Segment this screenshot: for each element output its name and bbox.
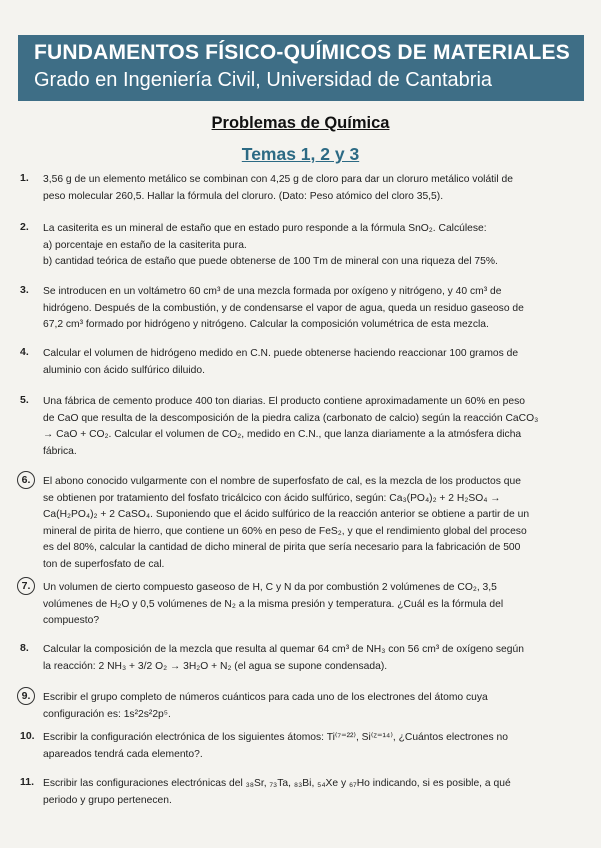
text-line: se obtienen por tratamiento del fosfato tricálcico con ácido sulfúrico, según: Ca₃(PO₄)₂ + 2 H₂SO₄ → bbox=[43, 492, 501, 504]
text-line: de CaO que resulta de la descomposición de la piedra caliza (carbonato de calcio) según la reacción CaCO₃ bbox=[43, 412, 539, 424]
problem-text bbox=[43, 690, 580, 723]
text-line: aluminio con ácido sulfúrico diluido. bbox=[43, 364, 205, 376]
document-title: Problemas de Química bbox=[211, 114, 390, 132]
text-line: Escribir la configuración electrónica de los siguientes átomos: Ti⁽⁷⁼²²⁾, Si⁽ᶻ⁼¹⁴⁾, ¿Cuántos electrones no bbox=[43, 732, 508, 743]
problem-number: 7. bbox=[17, 577, 35, 595]
text-line: es del 80%, calcular la cantidad de dicho mineral de pirita que sería necesario para la fabricación de 500 bbox=[43, 542, 521, 553]
text-line: El abono conocido vulgarmente con el nombre de superfosfato de cal, es la mezcla de los productos que bbox=[43, 476, 521, 487]
problem-text bbox=[43, 580, 580, 630]
text-line: La casiterita es un mineral de estaño que en estado puro responde a la fórmula SnO₂. Calcúlese: bbox=[43, 223, 487, 234]
text-line: la reacción: 2 NH₃ + 3/2 O₂ → 3H₂O + N₂ (el agua se supone condensada). bbox=[43, 660, 388, 672]
problem-number: 5. bbox=[20, 394, 29, 406]
text-line: 67,2 cm³ formado por hidrógeno y nitrógeno. Calcular la composición volumétrica de esta mezcla. bbox=[43, 319, 489, 330]
text-line: Se introducen en un voltámetro 60 cm³ de una mezcla formada por oxígeno y nitrógeno, y 40 cm³ de bbox=[43, 286, 502, 297]
text-line: compuesto? bbox=[43, 615, 100, 626]
text-line: fábrica. bbox=[43, 445, 77, 457]
text-line: configuración es: 1s²2s²2p⁵. bbox=[43, 708, 171, 720]
problem-text bbox=[43, 474, 580, 573]
problem-number: 4. bbox=[20, 346, 29, 358]
text-line: Calcular la composición de la mezcla que resulta al quemar 64 cm³ de NH₃ con 56 cm³ de oxígeno según bbox=[43, 644, 524, 655]
text-line: a) porcentaje en estaño de la casiterita pura. bbox=[43, 239, 247, 251]
text-line: Escribir el grupo completo de números cuánticos para cada uno de los electrones del átomo cuya bbox=[43, 692, 488, 703]
course-subtitle: Grado en Ingeniería Civil, Universidad de Cantabria bbox=[34, 69, 493, 91]
text-line: hidrógeno. Después de la combustión, y de condensarse el vapor de agua, queda un residuo gaseoso de bbox=[43, 302, 524, 314]
problem-text bbox=[43, 776, 580, 809]
course-banner bbox=[18, 35, 584, 101]
text-line: 3,56 g de un elemento metálico se combinan con 4,25 g de cloro para dar un cloruro metálico volátil de bbox=[43, 174, 513, 185]
problem-text bbox=[43, 730, 580, 763]
text-line: Una fábrica de cemento produce 400 ton diarias. El producto contiene aproximadamente un 60% en peso bbox=[43, 396, 525, 407]
text-line: periodo y grupo pertenecen. bbox=[43, 794, 172, 806]
problem-number: 9. bbox=[17, 687, 35, 705]
text-line: mineral de pirita de hierro, que contiene un 60% en peso de FeS₂, y que el rendimiento global del proceso bbox=[43, 525, 527, 537]
problem-text bbox=[43, 642, 580, 675]
problem-number: 10. bbox=[20, 730, 35, 742]
problem-text bbox=[43, 284, 580, 334]
text-line: apareados tendrá cada elemento?. bbox=[43, 748, 203, 760]
problem-number: 6. bbox=[17, 471, 35, 489]
problem-text bbox=[43, 394, 580, 460]
text-line: Un volumen de cierto compuesto gaseoso de H, C y N da por combustión 2 volúmenes de CO₂, 3,5 bbox=[43, 582, 497, 593]
problem-number: 1. bbox=[20, 172, 29, 184]
text-line: peso molecular 260,5. Hallar la fórmula del cloruro. (Dato: Peso atómico del cloro 35,5). bbox=[43, 190, 444, 202]
problem-number: 2. bbox=[20, 221, 29, 233]
text-line: Escribir las configuraciones electrónicas del ₃₈Sr, ₇₃Ta, ₈₃Bi, ₅₄Xe y ₆₇Ho indicando, si es posible, a qué bbox=[43, 778, 511, 789]
problem-text bbox=[43, 346, 580, 379]
text-line: Calcular el volumen de hidrógeno medido en C.N. puede obtenerse haciendo reaccionar 100 gramos de bbox=[43, 348, 519, 359]
problem-number: 3. bbox=[20, 284, 29, 296]
problem-number: 8. bbox=[20, 642, 29, 654]
course-title: FUNDAMENTOS FÍSICO-QUÍMICOS DE MATERIALES bbox=[34, 41, 570, 64]
text-line: b) cantidad teórica de estaño que puede obtenerse de 100 Tm de mineral con una riqueza del 75%. bbox=[43, 256, 498, 267]
text-line: volúmenes de H₂O y 0,5 volúmenes de N₂ a la misma presión y temperatura. ¿Cuál es la fórmula del bbox=[43, 598, 504, 610]
text-line: Ca(H₂PO₄)₂ + 2 CaSO₄. Suponiendo que el ácido sulfúrico de la reacción anterior se obtiene a partir de un bbox=[43, 509, 530, 520]
problem-text bbox=[43, 172, 580, 205]
text-line: ton de superfosfato de cal. bbox=[43, 558, 165, 570]
document-subtitle: Temas 1, 2 y 3 bbox=[241, 144, 360, 164]
text-line: → CaO + CO₂. Calcular el volumen de CO₂, medido en C.N., que lanza diariamente a la atmósfera dicha bbox=[43, 429, 522, 440]
problem-text bbox=[43, 221, 580, 271]
problem-number: 11. bbox=[20, 776, 35, 788]
